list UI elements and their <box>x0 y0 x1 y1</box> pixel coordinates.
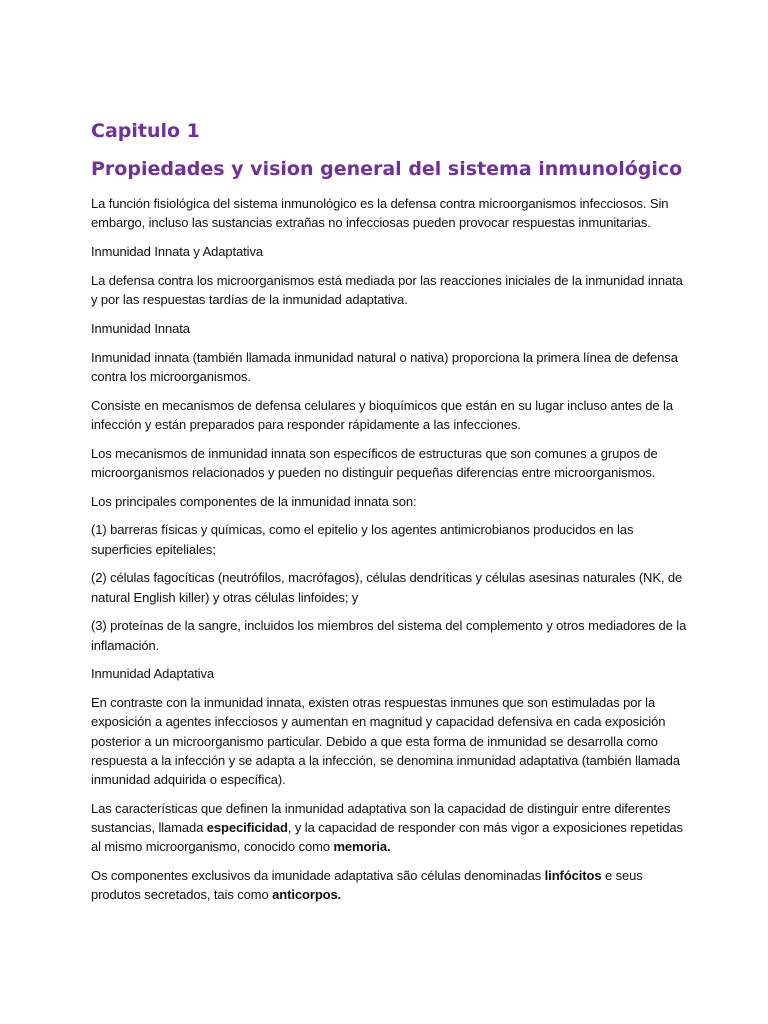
paragraph <box>91 271 691 309</box>
bold-term: anticorpos. <box>272 887 342 903</box>
paragraph-text: En contraste con la inmunidad innata, existen otras respuestas inmunes que son estimuladas por la exposición a agentes infecciosos y aumentan en magnitud y capacidad defensiva en cada exposición posterior a un microorganismo particular. Debido a que esta forma de inmunidad se desarrolla como respuesta a la infección y se adapta a la infección, se denomina inmunidad adaptativa (también llamada inmunidad adquirida o específica). <box>91 695 680 787</box>
paragraph <box>91 693 691 789</box>
paragraph-text: La defensa contra los microorganismos está mediada por las reacciones iniciales de la inmunidad innata y por las respuestas tardías de la inmunidad adaptativa. <box>91 272 683 307</box>
paragraph-text: Inmunidad Innata y Adaptativa <box>91 244 264 259</box>
bold-term: linfócitos <box>544 868 602 883</box>
paragraph <box>91 396 691 434</box>
paragraph <box>91 866 691 904</box>
chapter-heading: Capitulo 1 <box>91 120 200 142</box>
paragraph-text: Consiste en mecanismos de defensa celulares y bioquímicos que están en su lugar incluso antes de la infección y están preparados para responder rápidamente a las infecciones. <box>91 397 673 432</box>
paragraph <box>91 616 691 654</box>
paragraph-text: Inmunidad Innata <box>91 320 190 336</box>
paragraph-text: , y la capacidad de responder con más vigor a exposiciones repetidas al mismo microorganismo, conocido como <box>91 820 683 855</box>
bold-term: especificidad <box>206 820 288 835</box>
document-body <box>91 194 691 904</box>
paragraph-text: Inmunidad Adaptativa <box>91 666 215 682</box>
paragraph <box>91 348 691 386</box>
paragraph <box>91 568 691 606</box>
document-page <box>91 118 691 914</box>
chapter-title: Propiedades y vision general del sistema inmunológico <box>91 158 683 180</box>
paragraph <box>91 444 691 482</box>
paragraph <box>91 194 691 232</box>
paragraph <box>91 520 691 558</box>
paragraph-text: Las características que definen la inmunidad adaptativa son la capacidad de distinguir entre diferentes sustancias, llamada <box>91 800 671 835</box>
paragraph-text: Los principales componentes de la inmunidad innata son: <box>91 493 417 509</box>
bold-term: memoria. <box>333 839 391 855</box>
paragraph-text: Inmunidad innata (también llamada inmunidad natural o nativa) proporciona la primera línea de defensa contra los microorganismos. <box>91 349 678 384</box>
paragraph-text: Los mecanismos de inmunidad innata son específicos de estructuras que son comunes a grupos de microorganismos relacionados y pueden no distinguir pequeñas diferencias entre microorganismos. <box>91 445 658 480</box>
paragraph-text: Os componentes exclusivos da imunidade adaptativa são células denominadas <box>91 868 545 883</box>
paragraph-text: (2) células fagocíticas (neutrófilos, macrófagos), células dendríticas y células asesinas naturales (NK, de natural English killer) y otras células linfoides; y <box>91 570 683 605</box>
paragraph-text: e seus produtos secretados, tais como <box>91 868 643 903</box>
paragraph-text: La función fisiológica del sistema inmunológico es la defensa contra microorganismos infecciosos. Sin embargo, incluso las sustancias extrañas no infecciosas pueden provocar respuestas inmunitarias. <box>91 196 669 231</box>
paragraph <box>91 242 691 261</box>
paragraph <box>91 319 691 338</box>
paragraph-text: (1) barreras físicas y químicas, como el epitelio y los agentes antimicrobianos producidos en las superficies epiteliales; <box>91 522 634 557</box>
paragraph <box>91 492 691 511</box>
paragraph <box>91 664 691 683</box>
paragraph <box>91 799 691 857</box>
paragraph-text: (3) proteínas de la sangre, incluidos los miembros del sistema del complemento y otros mediadores de la inflamación. <box>91 618 687 653</box>
